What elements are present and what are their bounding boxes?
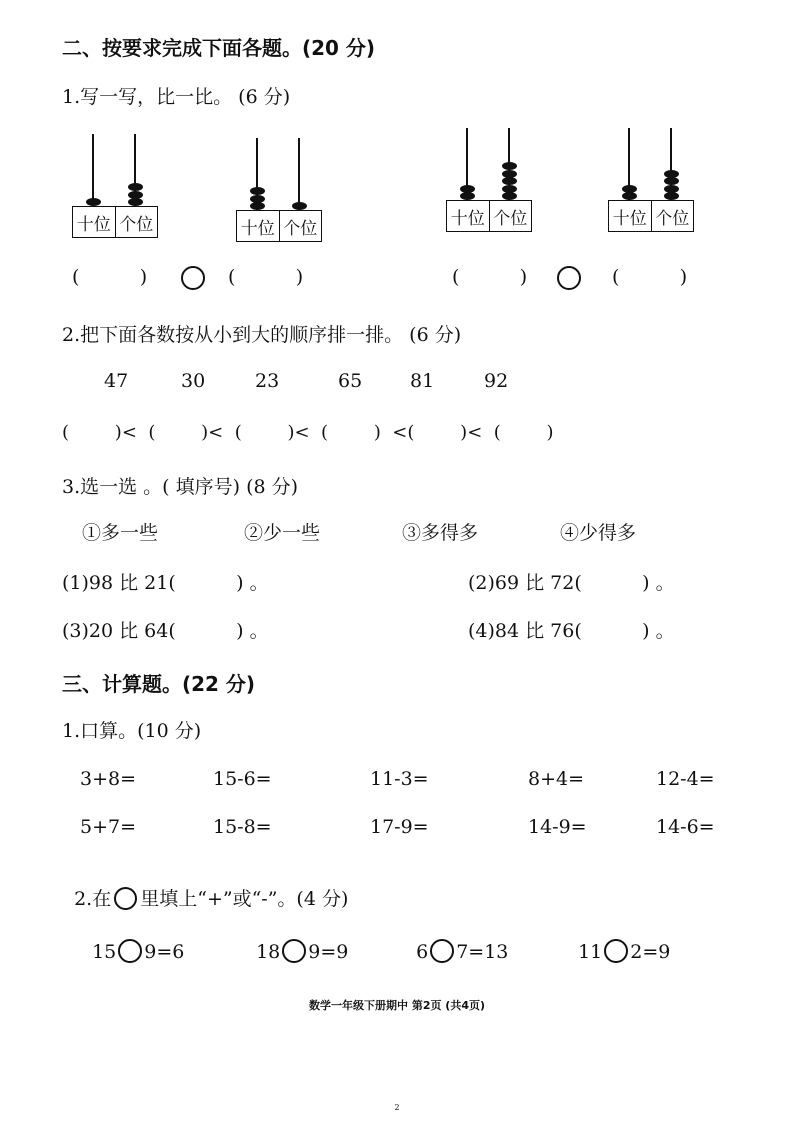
number-6: 92	[484, 370, 509, 392]
calc-item[interactable]: 15-8=	[213, 816, 272, 838]
abacus-bead	[502, 192, 517, 200]
compare-circle-1[interactable]	[181, 266, 205, 290]
tens-label: 十位	[76, 214, 111, 235]
calc-item[interactable]: 17-9=	[370, 816, 429, 838]
abacus-bead	[664, 170, 679, 178]
abacus-2	[236, 138, 322, 246]
abacus-bead	[460, 192, 475, 200]
calc-item[interactable]: 8+4=	[528, 768, 585, 790]
abacus-1	[72, 134, 158, 242]
calc-q2-title	[62, 868, 348, 910]
answer-blank-1[interactable]: ( )	[72, 266, 148, 288]
calc-item[interactable]: 12-4=	[656, 768, 715, 790]
section-3-title: 三、计算题。(22 分)	[62, 672, 256, 696]
fill-sign-right: 7=13	[456, 941, 509, 963]
answer-blank-3[interactable]: ( )	[452, 266, 528, 288]
number-5: 81	[410, 370, 435, 392]
page-footer: 数学一年级下册期中 第2页 (共4页)	[308, 999, 486, 1012]
circle-icon	[114, 887, 137, 910]
fill-sign-left: 11	[578, 941, 603, 963]
fill-sign-item-1[interactable]	[80, 920, 184, 963]
q3-title: 3.选一选 。( 填序号) (8 分)	[62, 476, 299, 498]
ones-rod	[298, 138, 300, 210]
abacus-4	[608, 128, 694, 236]
sign-circle[interactable]	[430, 939, 454, 963]
sign-circle[interactable]	[118, 939, 142, 963]
abacus-bead	[502, 170, 517, 178]
abacus-frame	[236, 210, 322, 242]
calc-q1-title: 1.口算。(10 分)	[62, 720, 202, 742]
abacus-frame	[446, 200, 532, 232]
fill-sign-right: 9=6	[144, 941, 185, 963]
ones-label: 个位	[279, 211, 322, 241]
abacus-bead	[128, 183, 143, 191]
sign-circle[interactable]	[604, 939, 628, 963]
ones-label: 个位	[115, 207, 158, 237]
page-number: 2	[394, 1103, 400, 1112]
fill-sign-item-4[interactable]	[566, 920, 670, 963]
q2-title: 2.把下面各数按从小到大的顺序排一排。 (6 分)	[62, 324, 462, 346]
option-4: ④少得多	[560, 522, 637, 544]
abacus-bead	[502, 185, 517, 193]
abacus-bead	[664, 177, 679, 185]
fill-sign-item-3[interactable]	[404, 920, 508, 963]
choice-item-4[interactable]: (4)84 比 76( ) 。	[468, 620, 675, 642]
abacus-bead	[128, 191, 143, 199]
fill-sign-item-2[interactable]	[244, 920, 348, 963]
abacus-bead	[502, 162, 517, 170]
calc-item[interactable]: 15-6=	[213, 768, 272, 790]
option-1: ①多一些	[82, 522, 159, 544]
abacus-bead	[250, 195, 265, 203]
option-2: ②少一些	[244, 522, 321, 544]
number-1: 47	[104, 370, 129, 392]
order-line[interactable]: ( )< ( )< ( )< ( ) <( )< ( )	[62, 422, 554, 443]
abacus-bead	[502, 177, 517, 185]
calc-q2-title-prefix: 2.在	[74, 888, 112, 910]
abacus-3	[446, 128, 532, 236]
calc-q2-title-suffix: 里填上“+”或“-”。(4 分)	[140, 888, 349, 910]
calc-item[interactable]: 5+7=	[80, 816, 137, 838]
tens-label: 十位	[240, 218, 275, 239]
fill-sign-right: 9=9	[308, 941, 349, 963]
number-4: 65	[338, 370, 363, 392]
tens-rod	[92, 134, 94, 206]
fill-sign-right: 2=9	[630, 941, 671, 963]
calc-item[interactable]: 3+8=	[80, 768, 137, 790]
abacus-frame	[72, 206, 158, 238]
tens-label: 十位	[450, 208, 485, 229]
compare-circle-2[interactable]	[557, 266, 581, 290]
fill-sign-left: 18	[256, 941, 281, 963]
answer-blank-4[interactable]: ( )	[612, 266, 688, 288]
abacus-bead	[460, 185, 475, 193]
section-2-title: 二、按要求完成下面各题。(20 分)	[62, 36, 376, 60]
abacus-bead	[250, 187, 265, 195]
sign-circle[interactable]	[282, 939, 306, 963]
tens-label: 十位	[612, 208, 647, 229]
abacus-bead	[292, 202, 307, 210]
abacus-bead	[622, 185, 637, 193]
option-3: ③多得多	[402, 522, 479, 544]
choice-item-2[interactable]: (2)69 比 72( ) 。	[468, 572, 675, 594]
ones-label: 个位	[651, 201, 694, 231]
abacus-bead	[664, 185, 679, 193]
answer-blank-2[interactable]: ( )	[228, 266, 304, 288]
ones-label: 个位	[489, 201, 532, 231]
abacus-bead	[664, 192, 679, 200]
abacus-frame	[608, 200, 694, 232]
abacus-bead	[86, 198, 101, 206]
choice-item-1[interactable]: (1)98 比 21( ) 。	[62, 572, 269, 594]
calc-item[interactable]: 14-6=	[656, 816, 715, 838]
calc-item[interactable]: 14-9=	[528, 816, 587, 838]
abacus-bead	[250, 202, 265, 210]
fill-sign-left: 15	[92, 941, 117, 963]
number-3: 23	[255, 370, 280, 392]
choice-item-3[interactable]: (3)20 比 64( ) 。	[62, 620, 269, 642]
number-2: 30	[181, 370, 206, 392]
abacus-bead	[622, 192, 637, 200]
fill-sign-left: 6	[416, 941, 429, 963]
q1-title: 1.写一写，比一比。 (6 分)	[62, 86, 291, 108]
abacus-bead	[128, 198, 143, 206]
calc-item[interactable]: 11-3=	[370, 768, 429, 790]
